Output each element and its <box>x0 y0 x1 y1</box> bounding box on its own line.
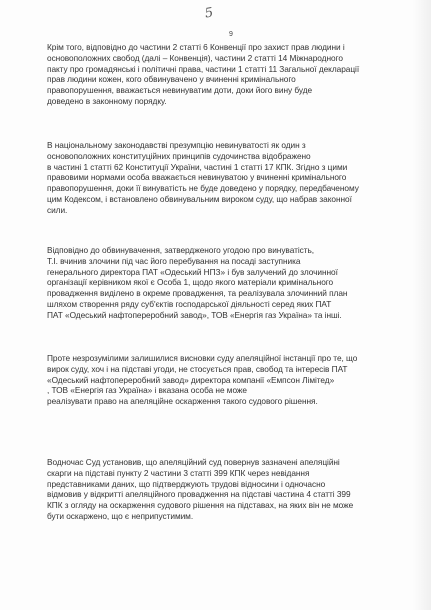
paragraph-appeal-conclusions <box>47 353 392 407</box>
text-line: відмовив у відкритті апеляційного провадження на підставі частина 4 статті 399 <box>47 489 351 500</box>
text-line: В національному законодавстві презумпцію невинуватості як один з <box>47 140 306 150</box>
paragraph-court-findings <box>47 457 392 522</box>
text-line: КПК з огляду на оскарження судового рішення на підставах, на яких він не може <box>47 500 354 511</box>
text-line: , ТОВ «Енергія газ Україна» і вказана особа не може <box>47 385 247 396</box>
paragraph-presumption <box>47 140 392 216</box>
text-line: скарги на підставі пункту 2 частини 3 статті 399 КПК через невідання <box>47 467 310 478</box>
text-line: доведено в законному порядку. <box>47 95 167 106</box>
text-line: шляхом створення ряду суб'єктів господарської діяльності серед яких ПАТ <box>47 298 332 309</box>
text-line: Проте незрозумілими залишилися висновки суду апеляційної інстанції про те, що <box>47 353 358 363</box>
text-line: цим Кодексом, і встановлено обвинувальним вироком суду, що набрав законної <box>47 193 352 204</box>
text-line: правовими нормами особа вважається невинуватою у вчиненні кримінального <box>47 172 347 183</box>
text-line: Водночас Суд установив, що апеляційний суд повернув зазначені апеляційні <box>47 457 340 467</box>
text-line: в частині 1 статті 62 Конституції України, частині 1 статті 17 КПК. Згідно з цими <box>47 161 348 172</box>
text-line: провадження виділено в окреме провадження, та реалізувала злочинний план <box>47 288 348 299</box>
text-line: сили. <box>47 204 68 215</box>
handwritten-page-mark: 5 <box>203 5 215 22</box>
paragraph-accusation <box>47 245 392 321</box>
text-line: організації керівником якої є Особа 1, щодо якого матеріали кримінального <box>47 277 334 288</box>
text-line: ПАТ «Одеський нафтопереробний завод», ТОВ «Енергія газ Україна» та інші. <box>47 309 342 320</box>
text-line: Відповідно до обвинувачення, затвердженого угодою про винуватість, <box>47 245 314 255</box>
text-line: бути оскаржено, що є неприпустимим. <box>47 510 194 521</box>
text-line: основоположних свобод (далі – Конвенція), частини 2 статті 14 Міжнародного <box>47 52 343 63</box>
page-number: 9 <box>229 31 233 38</box>
text-line: основоположних конституційних принципів судочинства відображено <box>47 150 311 161</box>
text-line: реалізувати право на апеляційне оскарження такого судового рішення. <box>47 396 318 407</box>
paragraph-convention <box>47 42 392 107</box>
text-line: пакту про громадянські і політичні права, частини 1 статті 11 Загальної декларації <box>47 63 360 74</box>
text-line: прав людини кожен, кого обвинувачено у вчиненні кримінального <box>47 74 296 85</box>
text-line: Крім того, відповідно до частини 2 статті 6 Конвенції про захист прав людини і <box>47 42 345 52</box>
text-line: «Одеський нафтопереробний завод» директора компанії «Емпсон Лімітед» <box>47 374 335 385</box>
text-line: генерального директора ПАТ «Одеський НПЗ» і був залучений до злочинної <box>47 266 338 277</box>
page-edge-shadow <box>413 0 431 610</box>
text-line: правопорушення, доки її винуватість не буде доведено у порядку, передбаченому <box>47 183 359 194</box>
text-line: представниками даних, що підтверджують трудові відносини і одночасно <box>47 478 326 489</box>
text-line: вирок суду, хоч і на підставі угоди, не стосується прав, свобод та інтересів ПАТ <box>47 363 348 374</box>
text-line: Т.І. вчинив злочини під час його перебування на посаді заступника <box>47 255 301 266</box>
text-line: правопорушення, вважається невинуватим доти, доки його вину буде <box>47 85 313 96</box>
